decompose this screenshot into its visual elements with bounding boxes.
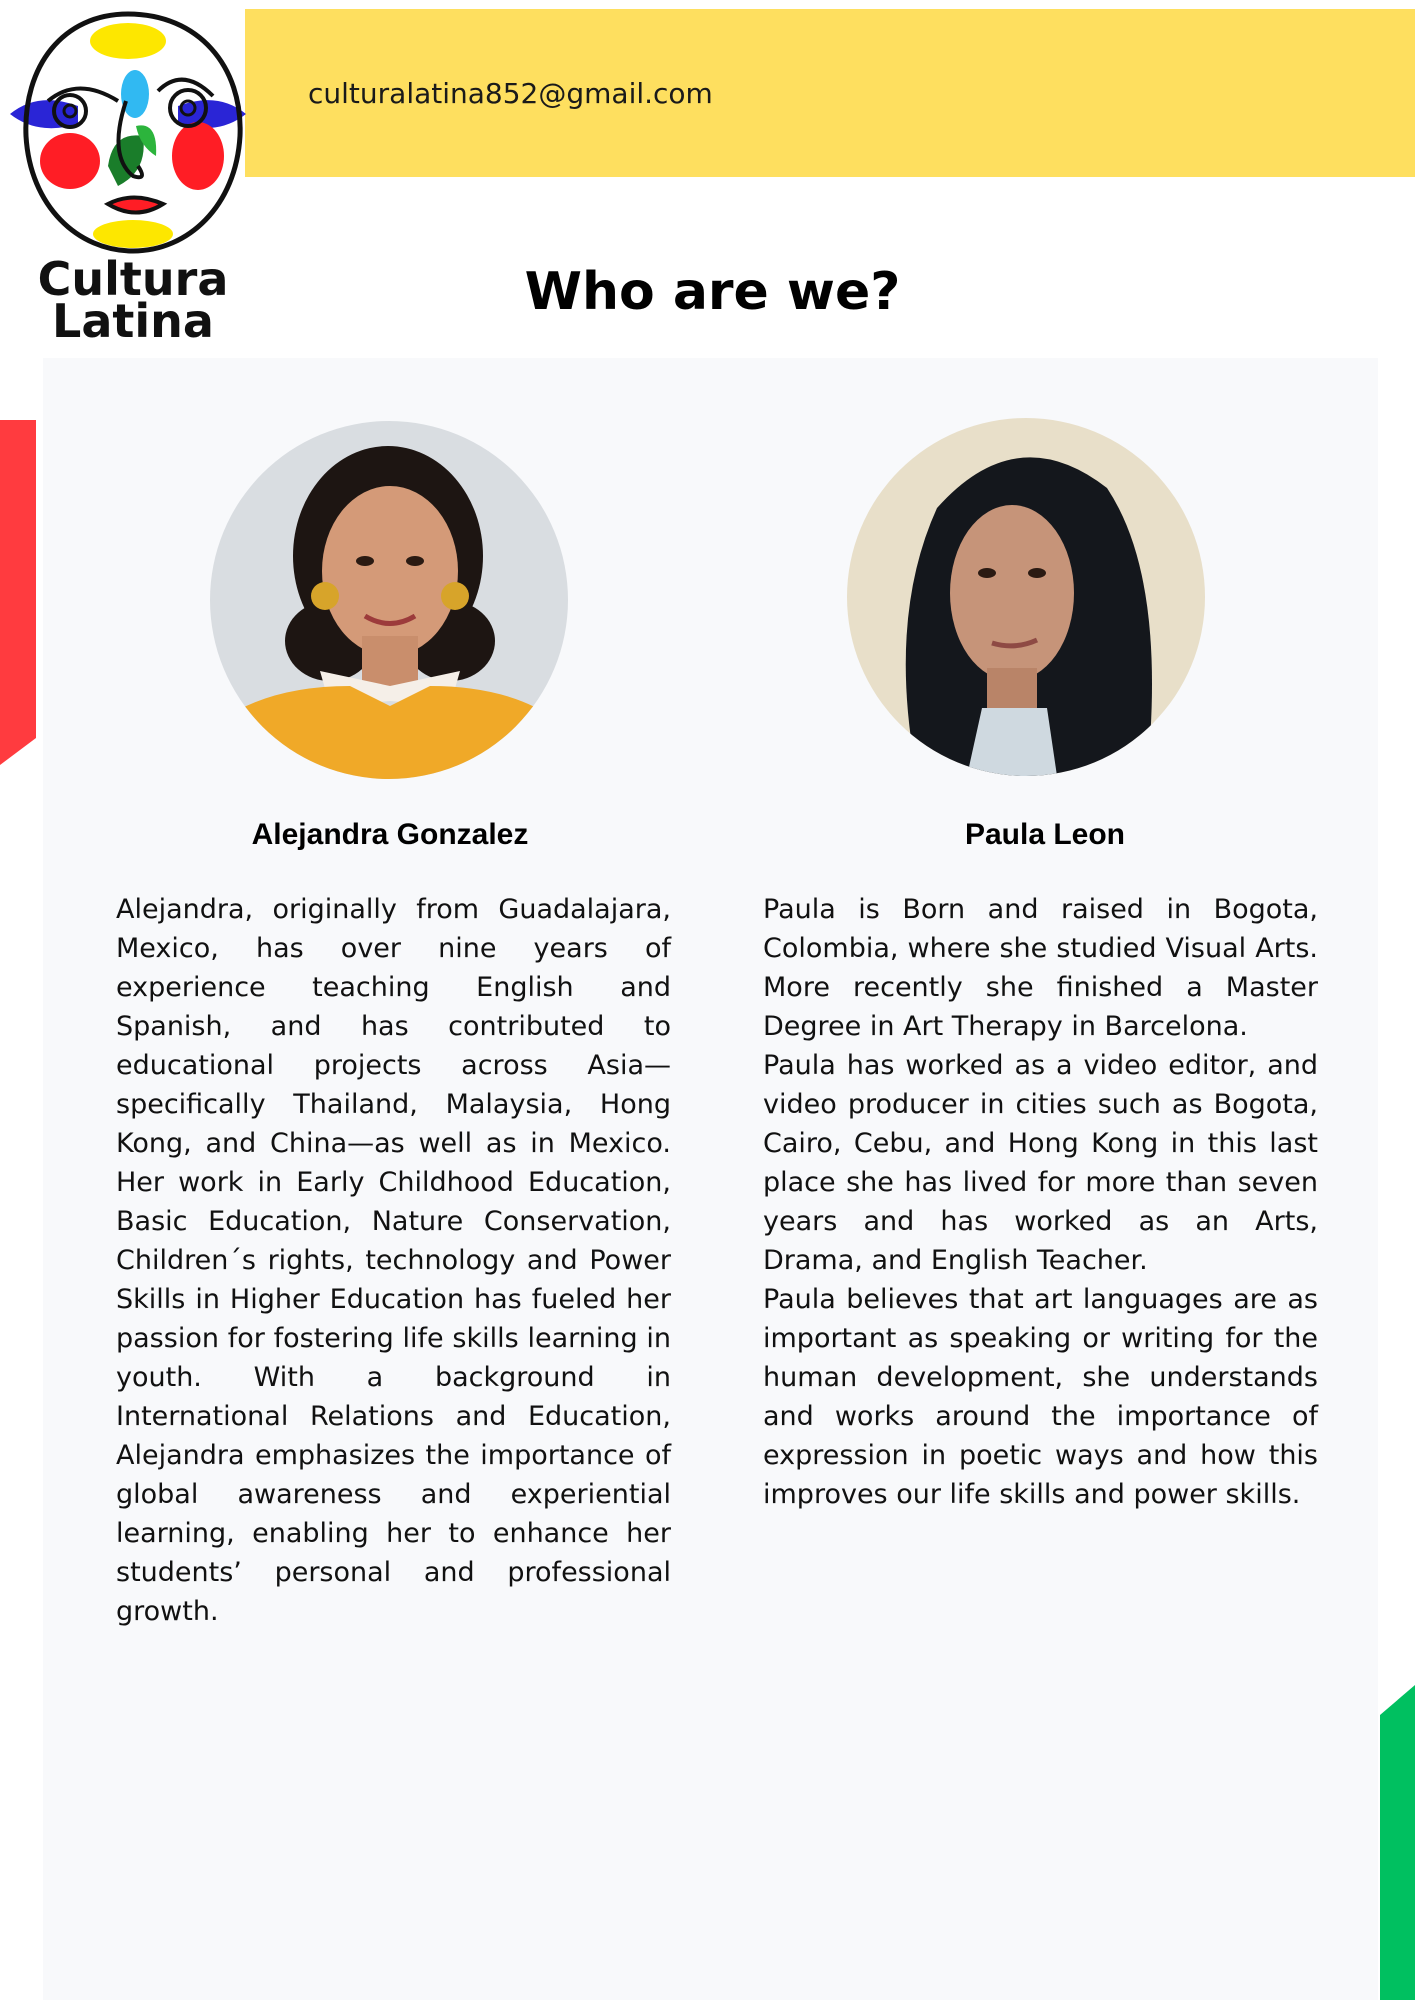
portrait-paula — [847, 418, 1205, 776]
bio-paragraph: Paula has worked as a video editor, and video producer in cities such as Bogota, Cairo, Cebu, and Hong Kong in this last place she has lived for more than seven years and has worked as an Arts, Drama, and English Teacher. — [763, 1050, 1318, 1276]
page-title: Who are we? — [524, 262, 901, 322]
logo-text-line1: Cultura — [37, 252, 229, 306]
red-accent-stripe — [0, 420, 36, 765]
bio-paragraph: Paula believes that art languages are as important as speaking or writing for the human development, she understands and works around the importance of expression in poetic ways and how this improves our life skills and power skills. — [763, 1284, 1318, 1510]
mask-face-icon — [8, 6, 248, 256]
bio-alejandra — [116, 890, 671, 1631]
bio-paragraph: Paula is Born and raised in Bogota, Colombia, where she studied Visual Arts. More recently she finished a Master Degree in Art Therapy in Barcelona. — [763, 894, 1318, 1042]
header-band — [245, 9, 1415, 177]
portrait-alejandra — [210, 421, 568, 779]
person-name-paula: Paula Leon — [964, 818, 1126, 851]
logo-text-line2: Latina — [52, 294, 214, 348]
contact-email[interactable]: culturalatina852@gmail.com — [308, 77, 713, 110]
green-accent-stripe — [1380, 1685, 1415, 2000]
bio-paragraph: Alejandra, originally from Guadalajara, Mexico, has over nine years of experience teaching English and Spanish, and has contributed to educational projects across Asia—specifically Thailand, Malaysia, Hong Kong, and China—as well as in Mexico. Her work in Early Childhood Education, Basic Education, Nature Conservation, Children´s rights, technology and Power Skills in Higher Education has fueled her passion for fostering life skills learning in youth. With a background in International Relations and Education, Alejandra emphasizes the importance of global awareness and experiential learning, enabling her to enhance her students’ personal and professional growth. — [116, 894, 671, 1627]
person-name-alejandra: Alejandra Gonzalez — [251, 818, 529, 851]
bio-paula — [763, 890, 1318, 1514]
